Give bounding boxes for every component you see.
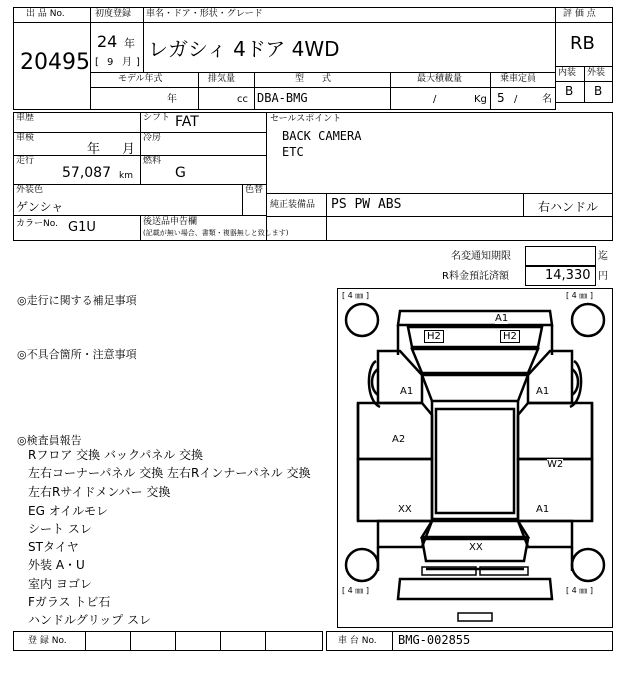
max-load-unit: Kg — [474, 94, 487, 105]
model-year-unit: 年 — [167, 94, 177, 105]
reg-month-open: [ — [95, 57, 99, 68]
list-item: シート スレ — [28, 522, 92, 536]
inspection-label: 車検 — [16, 133, 35, 143]
driving-notes-title: ◎走行に関する補足事項 — [17, 294, 137, 307]
mileage-unit: km — [119, 171, 133, 181]
sales-point-2: ETC — [282, 145, 304, 159]
car-outline-drawing — [338, 289, 612, 627]
model-type: DBA-BMG — [257, 91, 308, 105]
mark-front: XX — [469, 542, 483, 553]
interior-grade: B — [565, 84, 574, 98]
exterior-grade: B — [594, 84, 603, 98]
defects-title: ◎不具合箇所・注意事項 — [17, 348, 137, 361]
model-year-label: モデル年式 — [118, 74, 163, 84]
docs-note: (記載が無い場合、書類・複器無しと致します) — [143, 229, 289, 237]
recycle-unit: 円 — [598, 271, 608, 282]
mark-right-front: A1 — [536, 504, 550, 515]
list-item: Fガラス トビ石 — [28, 595, 111, 609]
fuel-label: 燃料 — [143, 156, 162, 166]
color-no-label: カラーNo. — [16, 219, 58, 229]
reg-month: 9 — [107, 57, 114, 68]
list-item: EG オイルモレ — [28, 504, 109, 518]
reg-month-unit: 月 — [122, 57, 132, 68]
interior-label: 内装 — [558, 68, 577, 78]
displacement-unit: cc — [237, 94, 248, 105]
mark-h2-left: H2 — [424, 330, 444, 343]
list-item: 左右コーナーパネル 交換 左右Rインナーパネル 交換 — [28, 466, 311, 480]
mark-left-rear-door: A2 — [392, 434, 406, 445]
mark-rear-left-quarter: A1 — [400, 386, 414, 397]
chassis-label: 車 台 No. — [338, 636, 377, 646]
inspection-month-unit: 月 — [122, 142, 136, 157]
steering: 右ハンドル — [538, 200, 599, 214]
displacement-label: 排気量 — [208, 74, 236, 84]
lot-label: 出 品 No. — [26, 9, 65, 19]
mileage-label: 走行 — [16, 156, 35, 166]
list-item: STタイヤ — [28, 540, 79, 554]
tire-tread-bottom-right: [ 4 ㎜ ] — [566, 586, 593, 595]
list-item: Rフロア 交換 バックパネル 交換 — [28, 448, 204, 462]
list-item: ハンドルグリップ スレ — [28, 613, 152, 627]
car-name-label: 車名・ドア・形状・グレード — [146, 9, 263, 19]
score-label: 評 価 点 — [563, 9, 596, 19]
max-load-slash: / — [433, 94, 437, 105]
name-change-unit: 迄 — [598, 251, 608, 262]
inspector-title: ◎検査員報告 — [17, 434, 82, 447]
history-label: 車歴 — [16, 113, 35, 123]
lot-number: 20495 — [20, 50, 90, 75]
list-item: 外装 A・U — [28, 558, 85, 572]
sales-point-1: BACK CAMERA — [282, 129, 362, 143]
mark-rear-right-quarter: A1 — [536, 386, 550, 397]
ext-color-label: 外装色 — [16, 185, 44, 195]
name-change-label: 名変通知期限 — [451, 251, 511, 262]
equipment: PS PW ABS — [331, 197, 402, 212]
car-damage-diagram — [337, 288, 613, 628]
reg-year: 24 — [97, 32, 118, 51]
capacity-label: 乗車定員 — [500, 74, 537, 84]
capacity: 5 — [497, 91, 505, 105]
sales-point-label: セールスポイント — [270, 114, 342, 124]
mark-right-door: W2 — [547, 459, 564, 470]
first-reg-label: 初度登録 — [95, 9, 132, 19]
tire-tread-top-left: [ 4 ㎜ ] — [342, 291, 369, 300]
max-load-label: 最大積載量 — [417, 74, 463, 84]
recolor-label: 色替 — [245, 185, 264, 195]
capacity-unit: 名 — [542, 94, 552, 105]
fuel: G — [175, 165, 186, 181]
reg-month-close: ] — [136, 57, 140, 68]
ac-label: 冷房 — [143, 133, 162, 143]
mark-rear-top: A1 — [495, 313, 509, 324]
recycle-label: R料金預託済額 — [442, 271, 509, 282]
tire-tread-bottom-left: [ 4 ㎜ ] — [342, 586, 369, 595]
tire-tread-top-right: [ 4 ㎜ ] — [566, 291, 593, 300]
equipment-label: 純正装備品 — [270, 200, 316, 210]
shift-value: FAT — [175, 114, 199, 130]
name-change-field — [525, 246, 596, 266]
exterior-label: 外装 — [587, 68, 606, 78]
inspection-year-unit: 年 — [87, 142, 101, 157]
reg-year-unit: 年 — [124, 37, 135, 50]
type-label: 型 式 — [295, 74, 332, 84]
chassis-no: BMG-002855 — [398, 633, 471, 647]
reg-no-label: 登 録 No. — [28, 636, 67, 646]
score: RB — [570, 33, 595, 54]
shift-label: シフト — [143, 113, 171, 123]
color-no: G1U — [68, 220, 96, 235]
mileage: 57,087 — [62, 165, 111, 181]
car-name: レガシィ 4ドア 4WD — [148, 37, 340, 61]
recycle-amount: 14,330 — [545, 268, 591, 283]
mark-left-front: XX — [398, 504, 412, 515]
mark-h2-right: H2 — [500, 330, 520, 343]
list-item: 左右Rサイドメンバー 交換 — [28, 485, 171, 499]
list-item: 室内 ヨゴレ — [28, 577, 92, 591]
capacity-slash: / — [514, 94, 518, 105]
ext-color: ゲンシャ — [16, 200, 64, 214]
docs-label: 後送品申告欄 — [143, 217, 198, 227]
